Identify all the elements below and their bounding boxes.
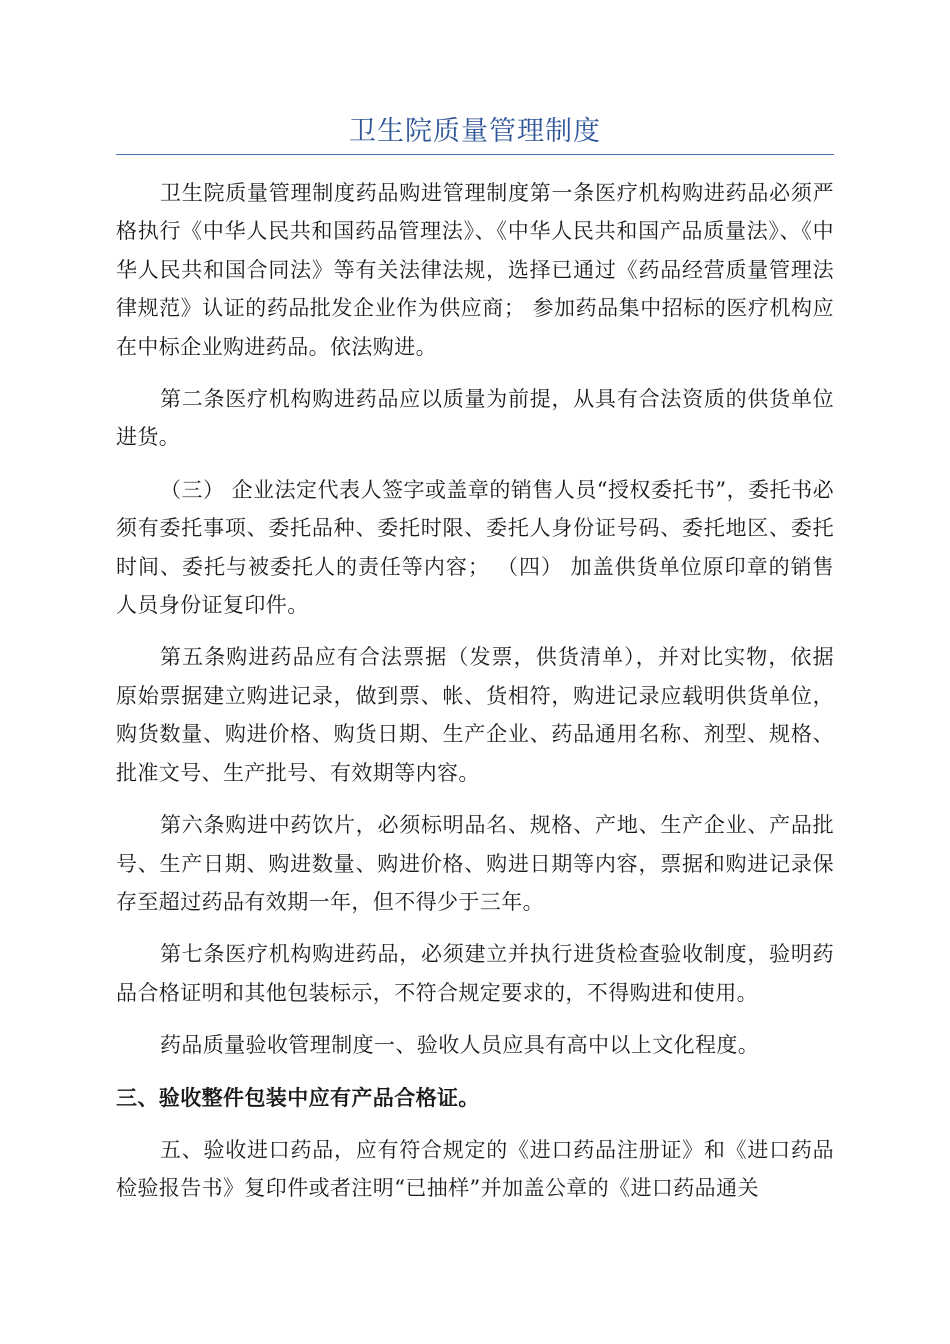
title-underline [116, 154, 834, 155]
paragraph-authorization: （三） 企业法定代表人签字或盖章的销售人员“授权委托书”，委托书必须有委托事项、委托品种、委托时限、委托人身份证号码、委托地区、委托时间、委托与被委托人的责任等内容； （四） 加盖供货单位原印章的销售人员身份证复印件。 [116, 477, 834, 618]
document-title: 卫生院质量管理制度 [349, 116, 601, 147]
paragraph-acceptance-rule-3: 三、验收整件包装中应有产品合格证。 [116, 1084, 480, 1110]
paragraph-article-5: 第五条购进药品应有合法票据（发票，供货清单），并对比实物，依据原始票据建立购进记录，做到票、帐、货相符，购进记录应载明供货单位，购货数量、购进价格、购货日期、生产企业、药品通用名称、剂型、规格、批准文号、生产批号、有效期等内容。 [116, 645, 834, 785]
paragraph-article-7: 第七条医疗机构购进药品，必须建立并执行进货检查验收制度，验明药品合格证明和其他包装标示，不符合规定要求的，不得购进和使用。 [116, 942, 834, 1005]
paragraph-acceptance-rule-1: 药品质量验收管理制度一、验收人员应具有高中以上文化程度。 [160, 1033, 760, 1058]
paragraph-article-2: 第二条医疗机构购进药品应以质量为前提，从具有合法资质的供货单位进货。 [116, 387, 834, 450]
document-body [116, 174, 834, 1222]
paragraph-article-6: 第六条购进中药饮片，必须标明品名、规格、产地、生产企业、产品批号、生产日期、购进数量、购进价格、购进日期等内容，票据和购进记录保存至超过药品有效期一年，但不得少于三年。 [116, 813, 834, 914]
paragraph-purchase-management: 卫生院质量管理制度药品购进管理制度第一条医疗机构购进药品必须严格执行《中华人民共和国药品管理法》、《中华人民共和国产品质量法》、《中华人民共和国合同法》等有关法律法规，选择已通过《药品经营质量管理法律规范》认证的药品批发企业作为供应商； 参加药品集中招标的医疗机构应在中标企业购进药品。依法购进。 [116, 181, 834, 359]
paragraph-acceptance-rule-5: 五、验收进口药品，应有符合规定的《进口药品注册证》和《进口药品检验报告书》复印件或者注明“已抽样”并加盖公章的《进口药品通关 [116, 1137, 834, 1201]
